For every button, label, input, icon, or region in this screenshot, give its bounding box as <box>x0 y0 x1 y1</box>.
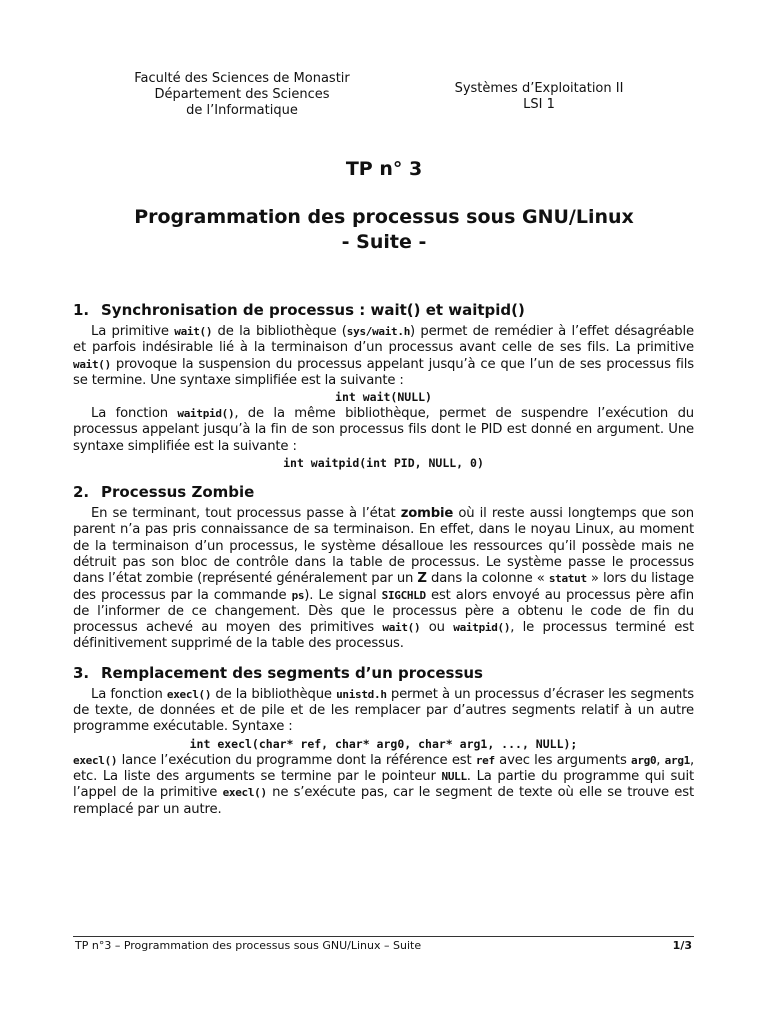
title-line: Programmation des processus sous GNU/Linux <box>134 206 634 228</box>
text-run: permet à un processus d’écraser les segments de texte, de données et de pile et de les remplacer par d’autres segments relatif à un autre programme exécutable. Syntaxe : <box>73 686 694 735</box>
institution-line: Département des Sciences <box>154 87 330 102</box>
code-inline: arg0 <box>631 753 657 767</box>
document-title <box>0 205 768 255</box>
code-inline: execl() <box>73 753 118 767</box>
code-inline: execl() <box>222 786 267 800</box>
bold-term: zombie <box>400 506 454 522</box>
footer-divider <box>73 936 694 937</box>
institution-header <box>100 71 384 119</box>
text-run: , <box>656 752 665 768</box>
text-run: avec les arguments <box>494 752 631 768</box>
text-run: provoque la suspension du processus appelant jusqu’à ce que l’un de ses processus fils se termine. Une syntaxe simplifiée est la suivante : <box>73 356 694 388</box>
code-inline: SIGCHLD <box>381 588 426 602</box>
code-inline: sys/wait.h <box>346 325 411 338</box>
title-subtitle: - Suite - <box>341 231 427 253</box>
section-number: 2. <box>73 483 90 502</box>
text-run: , etc. La liste des arguments se termine par le pointeur <box>73 752 695 784</box>
text-run: La fonction <box>91 406 178 422</box>
text-run: ou <box>420 620 454 636</box>
text-run: lance l’exécution du programme dont la référence est <box>117 752 476 768</box>
paragraph <box>73 753 694 818</box>
code-inline: arg1 <box>664 753 690 767</box>
text-run: où il reste aussi longtemps que son parent n’a pas pris connaissance de sa terminaison. En effet, dans le noyau Linux, au moment de la terminaison d’un processus, le système désalloue les ressources qu’il possède mais ne détruit pas son bloc de contrôle dans la table de processus. Le système passe le processus dans l’état zombie (représenté généralement par un <box>73 506 694 587</box>
section-title: Processus Zombie <box>101 483 255 502</box>
section-heading <box>73 663 694 683</box>
code-inline: execl() <box>166 687 212 701</box>
text-run: de la bibliothèque ( <box>212 324 347 339</box>
text-run: ) permet de remédier à l’effet désagréable et parfois indésirable lié à la terminaison d’un processus avant celle de ses fils. La primitive <box>73 324 694 356</box>
text-run: ). Le signal <box>304 587 382 603</box>
paragraph <box>73 324 694 389</box>
document-body <box>73 300 694 818</box>
page-number: 1/3 <box>672 939 692 952</box>
code-block: int waitpid(int PID, NULL, 0) <box>283 456 484 471</box>
text-run: dans la colonne « <box>426 571 549 587</box>
section-heading <box>73 482 694 502</box>
code-inline: waitpid() <box>177 407 235 421</box>
paragraph <box>73 406 694 455</box>
institution-line: Faculté des Sciences de Monastir <box>134 71 350 86</box>
institution-line: de l’Informatique <box>186 103 298 118</box>
code-inline: wait() <box>174 325 213 338</box>
text-run: , de la même bibliothèque, permet de suspendre l’exécution du processus appelant jusqu’à la fin de son processus fils dont le PID est donné en argument. Une syntaxe simplifiée est la suivante : <box>73 406 695 454</box>
bold-term: Z <box>417 571 427 587</box>
code-inline: wait() <box>382 621 421 635</box>
text-run: , le processus terminé est définitivement supprimé de la table des processus. <box>73 620 694 652</box>
code-inline: unistd.h <box>336 687 387 701</box>
section-number: 3. <box>73 663 90 682</box>
paragraph <box>73 687 694 736</box>
text-run: est alors envoyé au processus père afin de l’informer de ce changement. Dès que le processus père a obtenu le code de fin du processus achevé au moyen des primitives <box>73 587 694 636</box>
paragraph <box>73 506 694 653</box>
text-run: La primitive <box>91 324 175 339</box>
code-block: int wait(NULL) <box>335 390 432 405</box>
text-run: La fonction <box>91 686 167 702</box>
code-inline: statut <box>548 572 587 586</box>
text-run: ne s’exécute pas, car le segment de texte où elle se trouve est remplacé par un autre. <box>73 785 695 817</box>
code-block: int execl(char* ref, char* arg0, char* arg1, ..., NULL); <box>189 736 578 751</box>
section-heading <box>73 300 694 320</box>
section-title: Remplacement des segments d’un processus <box>101 663 483 682</box>
code-inline: wait() <box>73 357 111 371</box>
text-run: En se terminant, tout processus passe à l’état <box>91 506 401 522</box>
code-inline: NULL <box>441 769 467 783</box>
code-inline: ref <box>475 753 495 767</box>
text-run: » lors du listage des processus par la commande <box>73 571 694 603</box>
section-title: Synchronisation de processus : wait() et waitpid() <box>101 301 525 319</box>
course-line: Systèmes d’Exploitation II <box>454 81 624 96</box>
tp-number: TP n° 3 <box>345 158 423 180</box>
code-inline: ps <box>291 588 305 602</box>
course-header <box>430 81 648 113</box>
section-number: 1. <box>73 301 90 319</box>
code-inline: waitpid() <box>453 621 511 635</box>
text-run: . La partie du programme qui suit l’appel de la primitive <box>73 768 694 801</box>
course-line: LSI 1 <box>523 97 555 112</box>
text-run: de la bibliothèque <box>211 686 337 702</box>
footer-title: TP n°3 – Programmation des processus sous GNU/Linux – Suite <box>75 939 422 952</box>
